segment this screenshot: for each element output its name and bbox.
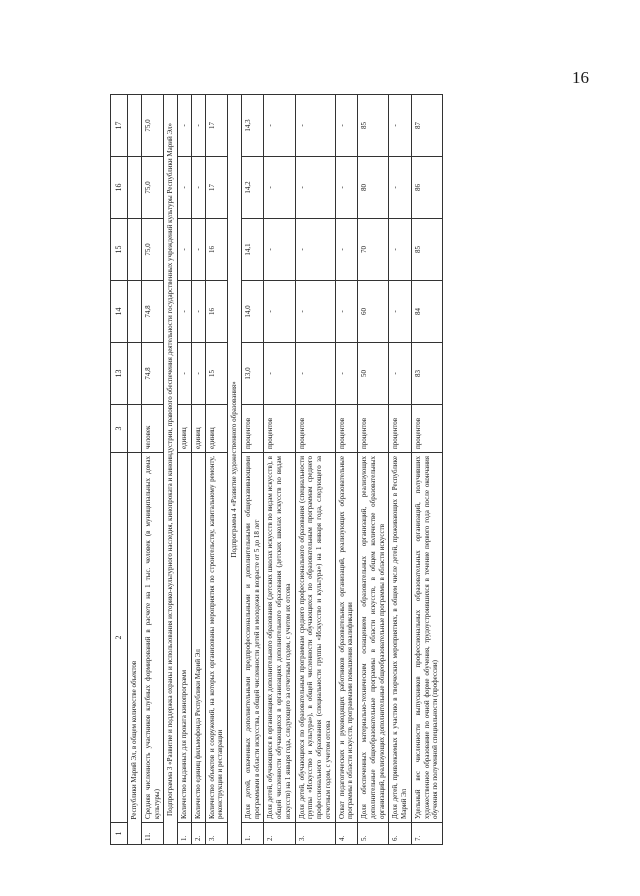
value-cell: - bbox=[178, 343, 192, 405]
unit-cell: процентов bbox=[295, 405, 335, 453]
value-cell: - bbox=[389, 219, 412, 281]
value-cell: - bbox=[295, 343, 335, 405]
value-cell: - bbox=[295, 219, 335, 281]
indicator-name: Средняя численность участников клубных формирований в расчете на 1 тыс. человек (в муниципальных домах культуры) bbox=[141, 453, 164, 823]
value-cell: - bbox=[335, 95, 358, 157]
table-row bbox=[141, 95, 164, 845]
value-cell: - bbox=[264, 157, 295, 219]
value-cell: 84 bbox=[411, 281, 442, 343]
unit-cell: процентов bbox=[335, 405, 358, 453]
unit-cell: процентов bbox=[241, 405, 264, 453]
table-row bbox=[411, 95, 442, 845]
value-cell: 16 bbox=[205, 219, 228, 281]
value-cell: - bbox=[191, 343, 205, 405]
row-number: 2. bbox=[191, 823, 205, 845]
unit-cell: единиц bbox=[191, 405, 205, 453]
row-number: 4. bbox=[335, 823, 358, 845]
col-header: 2 bbox=[111, 453, 128, 823]
unit-cell: человек bbox=[141, 405, 164, 453]
col-header: 15 bbox=[111, 219, 128, 281]
table-row bbox=[264, 95, 295, 845]
table-row bbox=[241, 95, 264, 845]
value-cell: - bbox=[335, 219, 358, 281]
value-cell: - bbox=[389, 95, 412, 157]
subprogram-title: Подпрограмма 4 «Развитие художественного образования» bbox=[228, 95, 242, 845]
value-cell: 14,2 bbox=[241, 157, 264, 219]
col-header: 3 bbox=[111, 405, 128, 453]
value-cell: - bbox=[264, 281, 295, 343]
row-number: 6. bbox=[389, 823, 412, 845]
row-number: 1. bbox=[178, 823, 192, 845]
row-number: 5. bbox=[358, 823, 389, 845]
col-header: 17 bbox=[111, 95, 128, 157]
indicator-name: Количество выданных для проката кинопрограмм bbox=[178, 453, 192, 823]
subprogram-row bbox=[164, 95, 178, 845]
indicator-name: Доля детей, обучающихся в организациях дополнительного образования (детских школах искусств по видам искусств), в общей численности обучающихся в организациях дополнительного образования (детских школах искусств по видам искусств) на 1 января года, следующего за отчетным годом, с учетом их отсева bbox=[264, 453, 295, 823]
header-row bbox=[111, 95, 128, 845]
col-header: 1 bbox=[111, 823, 128, 845]
value-cell: - bbox=[295, 157, 335, 219]
unit-cell: процентов bbox=[411, 405, 442, 453]
value-cell: - bbox=[191, 281, 205, 343]
row-number: 3. bbox=[205, 823, 228, 845]
value-cell: 75,0 bbox=[141, 95, 164, 157]
indicators-table bbox=[110, 94, 443, 845]
unit-cell: единиц bbox=[178, 405, 192, 453]
value-cell: - bbox=[389, 281, 412, 343]
value-cell: 87 bbox=[411, 95, 442, 157]
value-cell: - bbox=[178, 157, 192, 219]
value-cell: 16 bbox=[205, 281, 228, 343]
value-cell: - bbox=[264, 343, 295, 405]
indicator-name: Доля обеспеченных материально-техническим оснащением образовательных организаций, реализующих дополнительные общеобразовательные программы в области искусств, в общем количестве образовательных организаций, реализующих дополнительные общеобразовательные программы в области искусств bbox=[358, 453, 389, 823]
value-cell: - bbox=[389, 343, 412, 405]
indicator-name: Удельный вес численности выпускников профессиональных образовательных организаций, получивших художественное образование по очной форме обучения, трудоустроившихся в течение первого года после окончания обучения по полученной специальности (профессии) bbox=[411, 453, 442, 823]
table-row bbox=[191, 95, 205, 845]
indicator-name: Охват педагогических и руководящих работников образовательных организаций, реализующих образовательные программы в области искусств, программами повышения квалификации bbox=[335, 453, 358, 823]
value-cell: - bbox=[178, 95, 192, 157]
value-cell: - bbox=[191, 219, 205, 281]
value-cell: 74,8 bbox=[141, 281, 164, 343]
unit-cell: процентов bbox=[389, 405, 412, 453]
continuation-row bbox=[128, 95, 142, 845]
value-cell: 74,8 bbox=[141, 343, 164, 405]
col-header: 14 bbox=[111, 281, 128, 343]
indicator-name: Доля детей, охваченных дополнительными предпрофессиональными и дополнительными общеразвивающими программами в области искусства, в общей численности детей и молодежи в возрасте от 5 до 18 лет bbox=[241, 453, 264, 823]
value-cell: 85 bbox=[358, 95, 389, 157]
value-cell: 17 bbox=[205, 157, 228, 219]
value-cell: - bbox=[295, 281, 335, 343]
value-cell: 17 bbox=[205, 95, 228, 157]
value-cell: - bbox=[264, 95, 295, 157]
value-cell: - bbox=[264, 219, 295, 281]
value-cell: 83 bbox=[411, 343, 442, 405]
row-number: 1. bbox=[241, 823, 264, 845]
value-cell: 85 bbox=[411, 219, 442, 281]
indicator-name: Количество объектов и сооружений, на которых организованы мероприятия по строительству, капитальному ремонту, реконструкции и реставрации bbox=[205, 453, 228, 823]
value-cell: - bbox=[295, 95, 335, 157]
value-cell: 50 bbox=[358, 343, 389, 405]
continuation-text: Республики Марий Эл, в общем количестве объектов bbox=[128, 453, 142, 823]
rotated-table-sheet bbox=[110, 95, 630, 845]
subprogram-row bbox=[228, 95, 242, 845]
value-cell: 75,0 bbox=[141, 157, 164, 219]
table-row bbox=[335, 95, 358, 845]
unit-cell: единиц bbox=[205, 405, 228, 453]
value-cell: - bbox=[191, 157, 205, 219]
row-number: 3. bbox=[295, 823, 335, 845]
value-cell: 13,0 bbox=[241, 343, 264, 405]
value-cell: - bbox=[335, 343, 358, 405]
value-cell: 14,1 bbox=[241, 219, 264, 281]
value-cell: 75,0 bbox=[141, 219, 164, 281]
table-row bbox=[295, 95, 335, 845]
value-cell: - bbox=[335, 157, 358, 219]
value-cell: - bbox=[178, 219, 192, 281]
value-cell: - bbox=[389, 157, 412, 219]
value-cell: - bbox=[191, 95, 205, 157]
row-number: 2. bbox=[264, 823, 295, 845]
page-number: 16 bbox=[572, 68, 589, 87]
indicator-name: Доля детей, обучающихся по образовательным программам среднего профессионального образования (специальности группы «Искусство и культура»), в общей численности обучающихся по образовательным программам среднего профессионального образования (специальности группы «Искусство и культура») на 1 января года, следующего за отчетным годом, с учетом отсева bbox=[295, 453, 335, 823]
col-header: 16 bbox=[111, 157, 128, 219]
table-row bbox=[358, 95, 389, 845]
indicator-name: Доля детей, привлекаемых к участию в творческих мероприятиях, в общем числе детей, проживающих в Республике Марий Эл bbox=[389, 453, 412, 823]
table-row bbox=[205, 95, 228, 845]
subprogram-title: Подпрограмма 3 «Развитие и поддержка охраны и использования историко-культурного наследия, кинопроката и киноиндустрии, правового обеспечения деятельности государственных учреждений культуры Республики Марий Эл» bbox=[164, 95, 178, 845]
table-row bbox=[178, 95, 192, 845]
unit-cell: процентов bbox=[264, 405, 295, 453]
value-cell: - bbox=[335, 281, 358, 343]
value-cell: 14,0 bbox=[241, 281, 264, 343]
value-cell: 15 bbox=[205, 343, 228, 405]
row-number: 7. bbox=[411, 823, 442, 845]
value-cell: 14,3 bbox=[241, 95, 264, 157]
unit-cell: процентов bbox=[358, 405, 389, 453]
value-cell: 80 bbox=[358, 157, 389, 219]
value-cell: 60 bbox=[358, 281, 389, 343]
col-header: 13 bbox=[111, 343, 128, 405]
value-cell: - bbox=[178, 281, 192, 343]
row-number: 11. bbox=[141, 823, 164, 845]
table-row bbox=[389, 95, 412, 845]
value-cell: 86 bbox=[411, 157, 442, 219]
value-cell: 70 bbox=[358, 219, 389, 281]
indicator-name: Количество единиц фильмофонда Республики Марий Эл bbox=[191, 453, 205, 823]
